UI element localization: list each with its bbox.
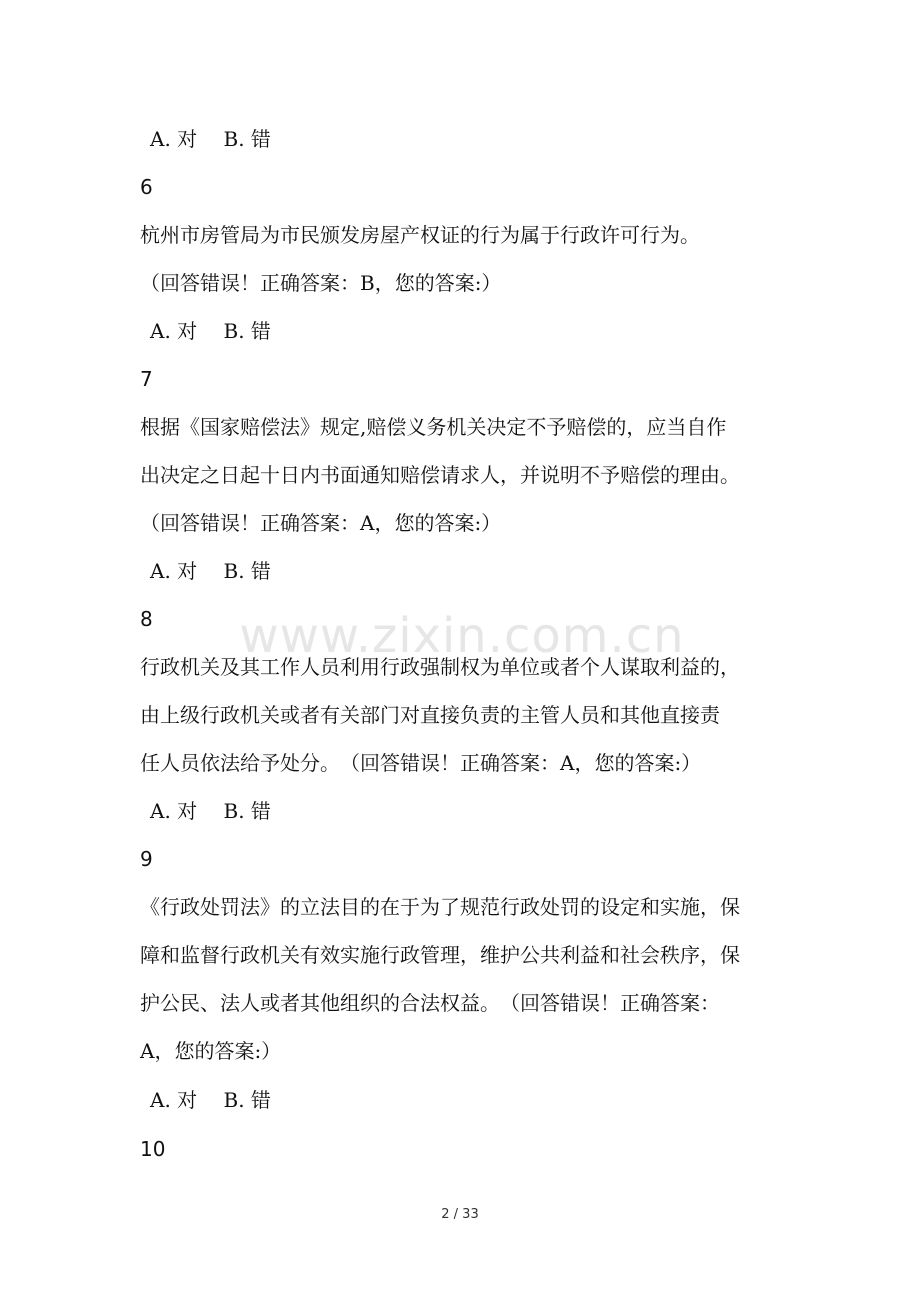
watermark: www.zixin.com.cn	[239, 608, 685, 664]
answer-feedback: （回答错误！正确答案：A，您的答案:）	[140, 511, 502, 535]
answer-feedback: A，您的答案:）	[140, 1039, 282, 1063]
page-number: 2 / 33	[441, 1207, 479, 1222]
answer-options: A. 对 B. 错	[150, 319, 271, 343]
question-number: 9	[140, 847, 153, 871]
answer-options: A. 对 B. 错	[150, 127, 271, 151]
question-text: 由上级行政机关或者有关部门对直接负责的主管人员和其他直接责	[140, 703, 720, 727]
answer-options: A. 对 B. 错	[150, 1088, 271, 1112]
question-number: 8	[140, 607, 153, 631]
question-text: 障和监督行政机关有效实施行政管理，维护公共利益和社会秩序，保	[140, 943, 740, 967]
question-text: 任人员依法给予处分。 （回答错误！正确答案：A，您的答案:）	[140, 751, 702, 775]
question-text: 杭州市房管局为市民颁发房屋产权证的行为属于行政许可行为。	[140, 223, 700, 247]
answer-options: A. 对 B. 错	[150, 799, 271, 823]
question-text: 护公民、法人或者其他组织的合法权益。 （回答错误！正确答案：	[140, 991, 720, 1015]
question-text: 根据《国家赔偿法》规定,赔偿义务机关决定不予赔偿的，应当自作	[140, 415, 727, 439]
answer-feedback: （回答错误！正确答案：B，您的答案:）	[140, 271, 502, 295]
answer-options: A. 对 B. 错	[150, 559, 271, 583]
question-text: 《行政处罚法》的立法目的在于为了规范行政处罚的设定和实施，保	[140, 895, 740, 919]
question-text: 出决定之日起十日内书面通知赔偿请求人，并说明不予赔偿的理由。	[140, 463, 740, 487]
question-number: 6	[140, 175, 153, 199]
question-number: 7	[140, 367, 153, 391]
question-text: 行政机关及其工作人员利用行政强制权为单位或者个人谋取利益的，	[140, 655, 740, 679]
question-number: 10	[140, 1137, 166, 1161]
